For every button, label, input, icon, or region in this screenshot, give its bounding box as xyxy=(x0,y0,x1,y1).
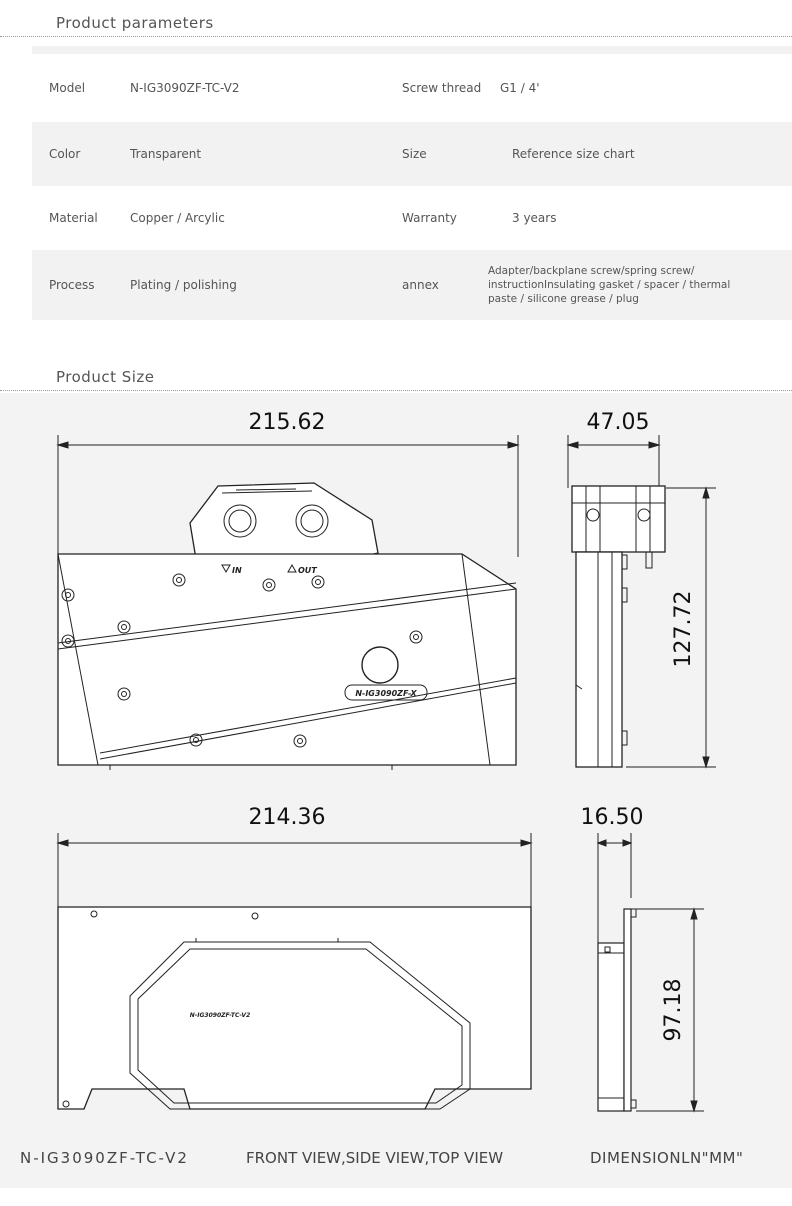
param-label: Screw thread xyxy=(402,81,482,95)
param-value: Transparent xyxy=(130,147,202,161)
back-view xyxy=(58,833,531,1109)
footer-views: FRONT VIEW,SIDE VIEW,TOP VIEW xyxy=(246,1149,504,1167)
param-row xyxy=(32,122,792,186)
footer-unit: DIMENSIONLN"MM" xyxy=(590,1149,744,1167)
param-value: G1 / 4' xyxy=(500,81,540,95)
param-label: Color xyxy=(49,147,81,161)
param-value: Plating / polishing xyxy=(130,278,237,292)
section-title: Product Size xyxy=(56,368,155,386)
technical-drawing xyxy=(0,393,792,1188)
dimension-back-height: 97.18 xyxy=(661,978,686,1042)
param-row xyxy=(32,54,792,122)
param-label: Material xyxy=(49,211,98,225)
section-header-size xyxy=(0,356,792,391)
section-header-parameters xyxy=(0,2,792,37)
param-value: Adapter/backplane screw/spring screw/ instructionInsulating gasket / spacer / thermal paste / silicone grease / plug xyxy=(488,265,731,305)
param-label: Size xyxy=(402,147,427,161)
param-label: Warranty xyxy=(402,211,457,225)
dimension-side-depth: 47.05 xyxy=(586,410,650,435)
param-value: N-IG3090ZF-TC-V2 xyxy=(130,81,240,95)
back-plate-label: N-IG3090ZF-TC-V2 xyxy=(189,1012,251,1019)
front-view xyxy=(58,435,518,770)
section-title: Product parameters xyxy=(56,14,214,32)
dimension-back-width: 214.36 xyxy=(248,805,326,830)
param-row xyxy=(32,250,792,320)
param-row xyxy=(32,186,792,250)
dimension-back-depth: 16.50 xyxy=(580,805,644,830)
dimension-height: 127.72 xyxy=(671,590,696,668)
front-plate-label: N-IG3090ZF-X xyxy=(355,689,417,698)
technical-drawing-area xyxy=(0,393,792,1188)
outlet-label: OUT xyxy=(298,566,317,575)
back-side-view xyxy=(598,833,704,1111)
param-value: 3 years xyxy=(512,211,557,225)
dimension-front-width: 215.62 xyxy=(248,410,326,435)
parameter-table xyxy=(32,46,792,320)
inlet-label: IN xyxy=(232,566,242,575)
footer-model: N-IG3090ZF-TC-V2 xyxy=(20,1149,189,1167)
param-value: Copper / Arcylic xyxy=(130,211,225,225)
param-value: Reference size chart xyxy=(512,147,635,161)
param-label: Model xyxy=(49,81,86,95)
param-label: annex xyxy=(402,278,439,292)
param-label: Process xyxy=(49,278,95,292)
